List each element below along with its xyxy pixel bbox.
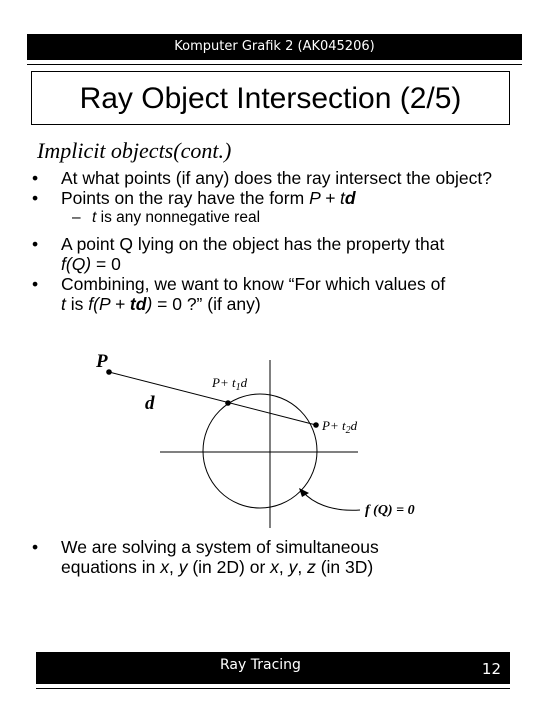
is-text: is [65, 294, 89, 314]
bullet-text: At what points (if any) does the ray intersect the object? [61, 168, 492, 188]
label-intersection-1 [211, 375, 248, 393]
bullet-line-1: • A point Q lying on the object has the property that [61, 234, 445, 254]
bullet-line-2 [61, 294, 520, 314]
footer-divider [36, 688, 510, 689]
bullet-line-1: • Combining, we want to know “For which values of [61, 274, 446, 294]
footer-title: Ray Tracing [220, 657, 301, 673]
f-open: f(P + [88, 294, 130, 314]
eq-zero: = 0 [91, 254, 121, 274]
bullet-simultaneous-equations [30, 537, 520, 577]
label-part: P+ t [212, 375, 236, 390]
var-d: d [344, 188, 356, 208]
bullet-ray-intersect [30, 168, 520, 188]
page-number: 12 [481, 660, 501, 678]
label-part: P+ t [322, 418, 346, 433]
header-divider [27, 64, 522, 65]
course-title: Komputer Grafik 2 (AK045206) [174, 39, 375, 54]
bullet-text: Points on the ray have the form [61, 188, 310, 208]
comma: , [169, 557, 179, 577]
bullet-line-1: • We are solving a system of simultaneous [61, 537, 379, 557]
label-fq: f (Q) = 0 [365, 503, 415, 518]
subbullet-t-nonnegative [30, 208, 520, 228]
bullet-combining [30, 274, 520, 314]
var-td: td [129, 294, 147, 314]
label-d: d [145, 393, 155, 414]
var-y: y [178, 557, 188, 577]
slide-title-box [31, 71, 510, 125]
var-x: x [270, 557, 279, 577]
var-x: x [160, 557, 169, 577]
var-t: t [340, 188, 345, 208]
slide-title: Ray Object Intersection (2/5) [79, 82, 462, 115]
intersection-point-1 [225, 400, 231, 406]
label-P: P [96, 351, 108, 372]
end-text: = 0 ?” (if any) [152, 294, 261, 314]
var-t: t [92, 209, 97, 226]
slide-subtitle: Implicit objects(cont.) [37, 138, 232, 163]
bullet-item [30, 537, 520, 577]
comma: , [278, 557, 289, 577]
plus-sign: + [320, 188, 341, 208]
pointer-curve [303, 492, 360, 510]
label-intersection-2 [321, 418, 358, 436]
var-y: y [288, 557, 298, 577]
label-part: d [350, 418, 358, 433]
text: equations in [61, 557, 161, 577]
text: (in 3D) [315, 557, 374, 577]
pointer-arrowhead [299, 488, 309, 497]
bullet-line-2 [61, 557, 520, 577]
subbullet-text: is any nonnegative real [96, 209, 261, 226]
label-subscript: 1 [235, 382, 241, 393]
label-subscript: 2 [345, 425, 351, 436]
intersection-point-2 [313, 422, 319, 428]
label-part: d [240, 375, 248, 390]
var-t: t [61, 294, 66, 314]
header-bar [27, 34, 522, 60]
bullet-line-2 [61, 254, 520, 274]
f-close: ) [146, 294, 153, 314]
bullet-list [30, 168, 520, 314]
fq-expression: f(Q) [61, 254, 92, 274]
footer-bar [36, 652, 510, 684]
var-P: P [309, 188, 321, 208]
bullet-ray-form [30, 188, 520, 208]
comma: , [297, 557, 308, 577]
bullet-point-Q [30, 234, 520, 274]
var-z: z [307, 557, 316, 577]
text: (in 2D) or [187, 557, 271, 577]
ray-circle-diagram [90, 350, 440, 530]
